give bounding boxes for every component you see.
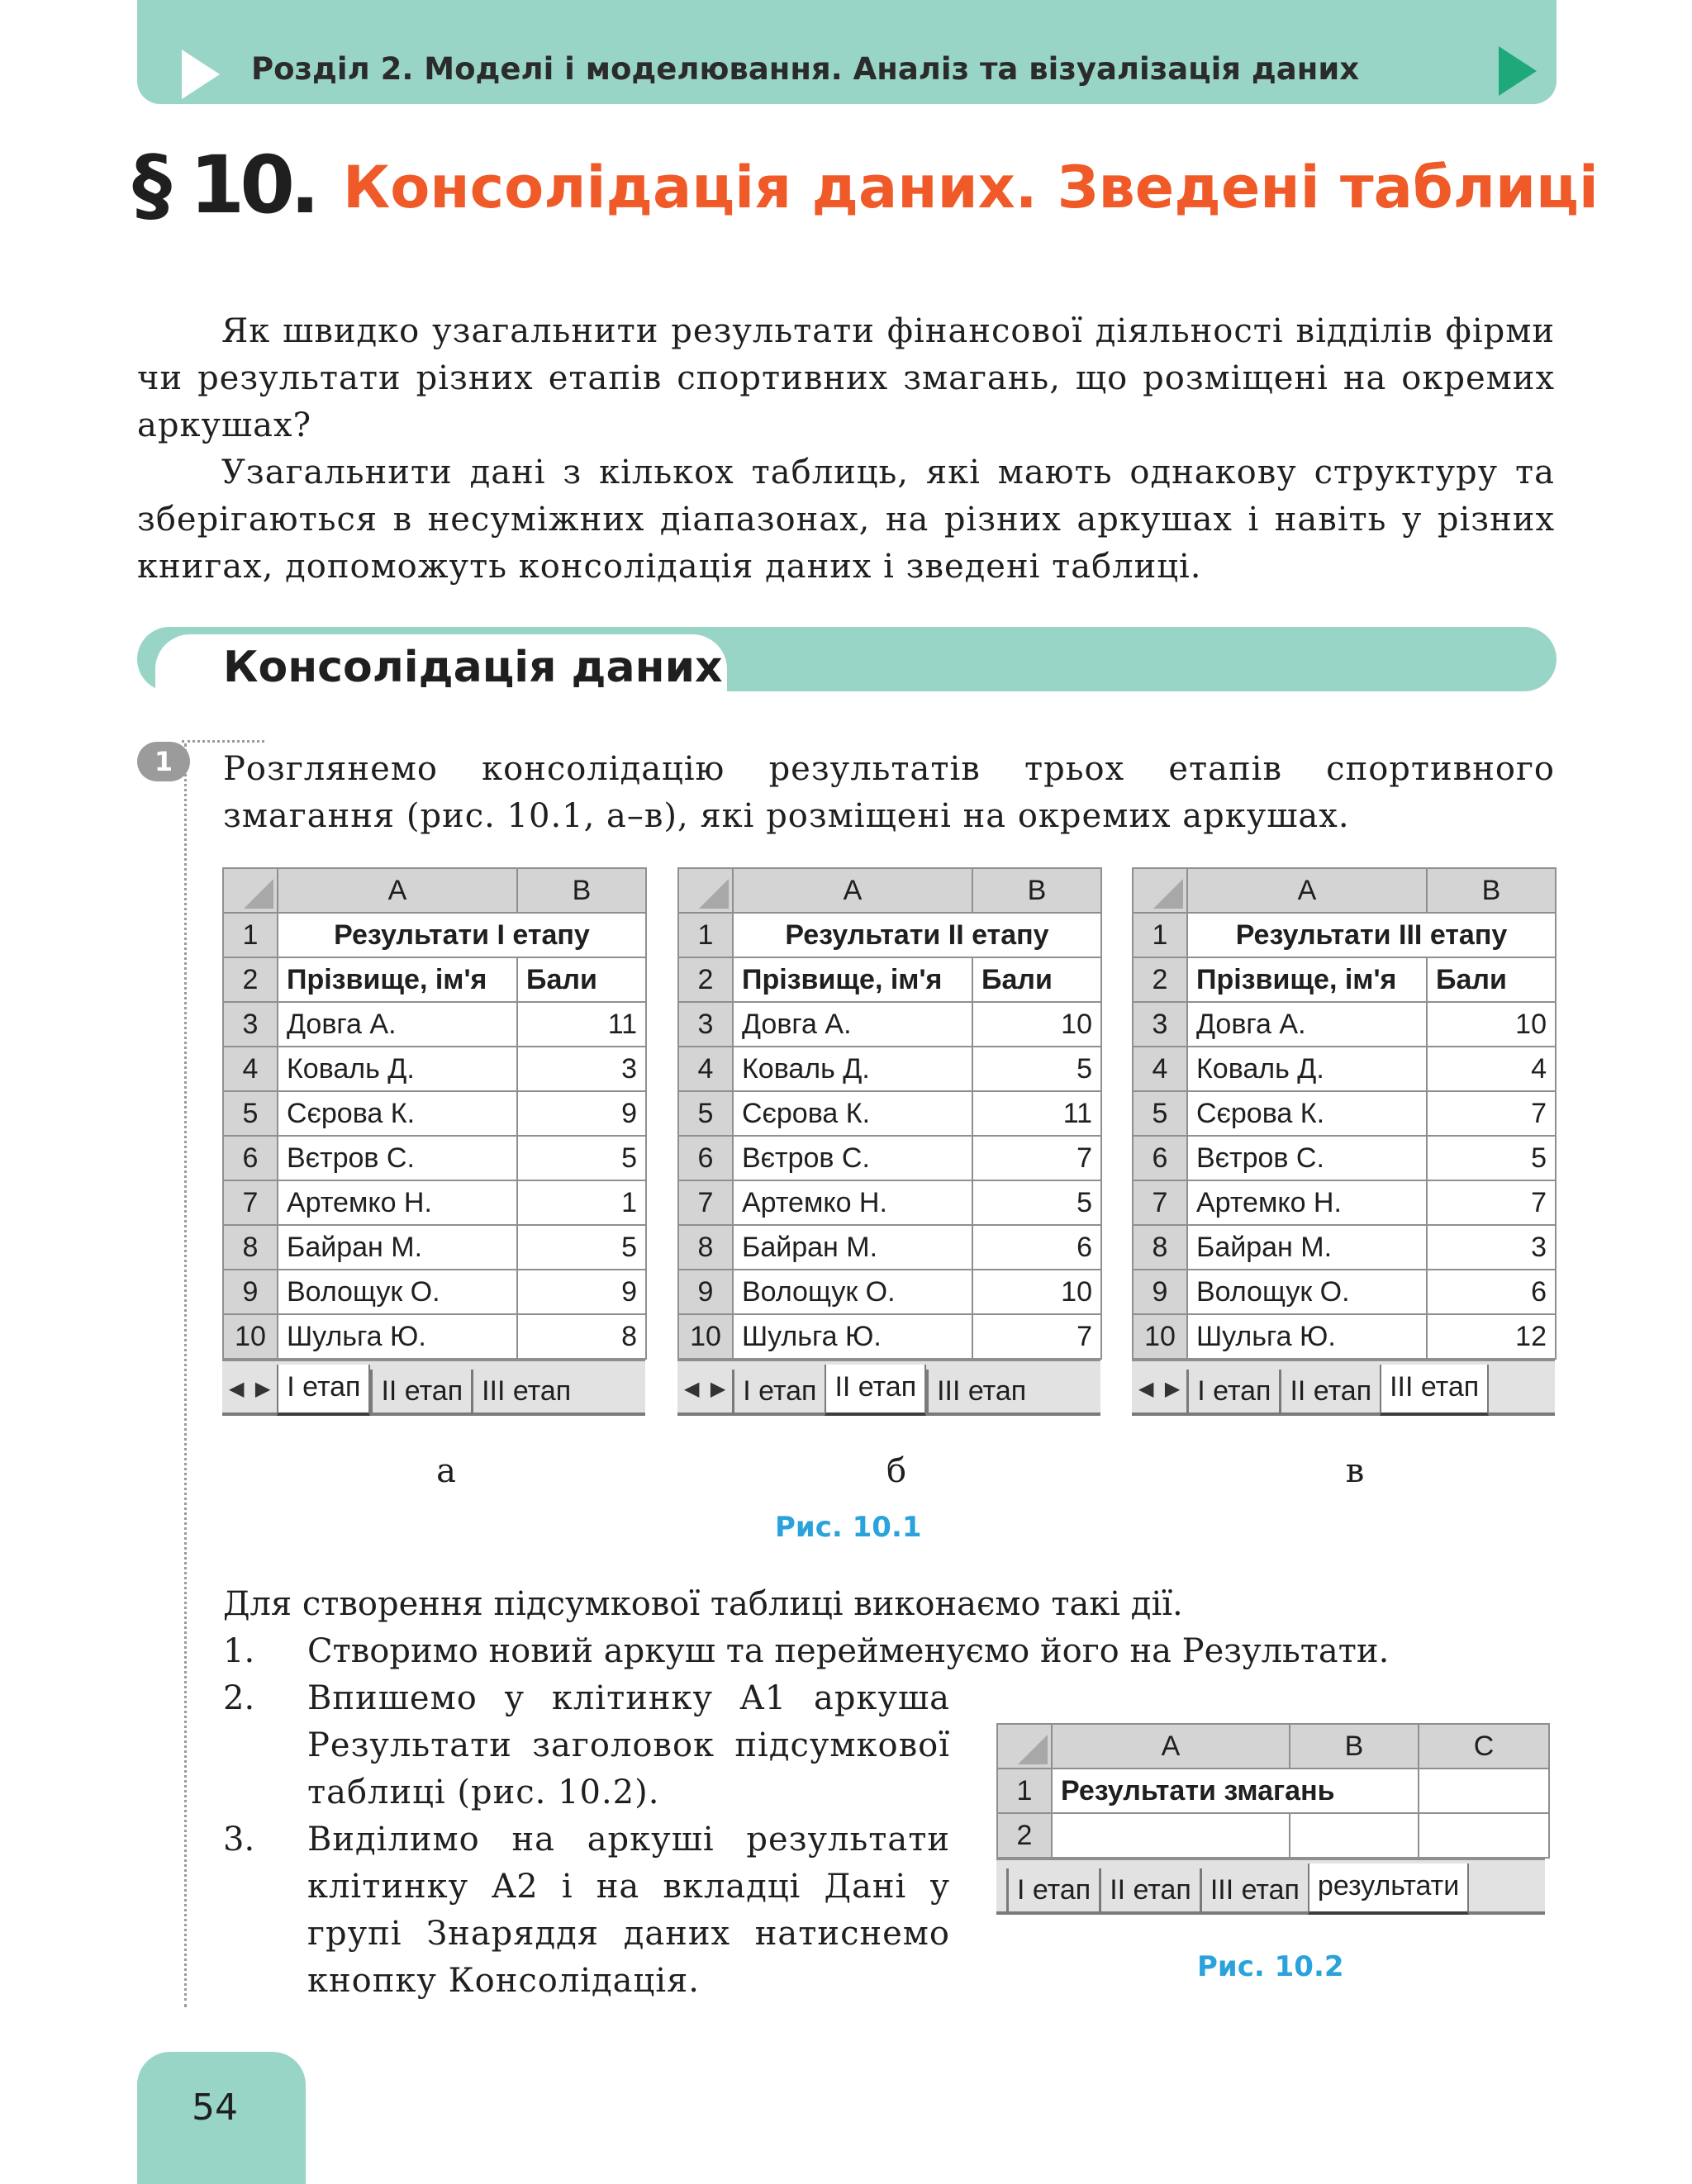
table-row — [678, 1047, 1101, 1091]
row-header[interactable]: 7 — [678, 1180, 733, 1225]
table-row — [1133, 1180, 1556, 1225]
name-cell[interactable]: Сєрова К. — [278, 1091, 517, 1136]
column-header-b[interactable]: B — [517, 868, 646, 913]
figure-label-a: а — [436, 1452, 456, 1490]
score-cell[interactable]: 7 — [972, 1314, 1101, 1359]
row-header[interactable]: 1 — [1133, 913, 1187, 957]
score-cell[interactable]: 5 — [972, 1180, 1101, 1225]
score-cell[interactable]: 12 — [1427, 1314, 1556, 1359]
name-cell[interactable]: Байран М. — [278, 1225, 517, 1270]
column-header-b[interactable]: B — [972, 868, 1101, 913]
table-row — [223, 1091, 646, 1136]
row-header[interactable]: 1 — [223, 913, 278, 957]
header-name-cell[interactable]: Прізвище, ім'я — [278, 957, 517, 1002]
scroll-left-icon[interactable]: ◀ — [1138, 1377, 1154, 1400]
sheet-tab-stage-3[interactable]: III етап — [1200, 1868, 1308, 1911]
steps-intro: Для створення підсумкової таблиці виконаємо такі дії. — [223, 1585, 1183, 1623]
sheet-tab-stage-2[interactable]: II етап — [1099, 1868, 1200, 1911]
row-header[interactable]: 4 — [678, 1047, 733, 1091]
row-header[interactable]: 10 — [223, 1314, 278, 1359]
dotted-divider — [182, 740, 264, 743]
sheet-tab-stage-2[interactable]: II етап — [825, 1365, 926, 1416]
stage-sheet — [1132, 867, 1555, 1416]
step-number: 1. — [223, 1632, 255, 1670]
cell-a2[interactable] — [1052, 1813, 1290, 1858]
name-cell[interactable]: Сєрова К. — [733, 1091, 972, 1136]
table-row — [223, 1136, 646, 1180]
table-row — [1133, 1047, 1556, 1091]
name-cell[interactable]: Довга А. — [1187, 1002, 1427, 1047]
select-all-corner[interactable] — [997, 1724, 1052, 1769]
tab-scroll-nav — [222, 1365, 277, 1412]
stage-sheet — [222, 867, 645, 1416]
figure-caption: Рис. 10.1 — [775, 1511, 922, 1544]
row-header[interactable]: 7 — [1133, 1180, 1187, 1225]
name-cell[interactable]: Шульга Ю. — [733, 1314, 972, 1359]
column-header-b[interactable]: B — [1427, 868, 1556, 913]
row-header[interactable]: 9 — [1133, 1270, 1187, 1314]
section-number: § 10. — [132, 139, 316, 231]
row-header[interactable]: 5 — [1133, 1091, 1187, 1136]
header-name-cell[interactable]: Прізвище, ім'я — [733, 957, 972, 1002]
step-2-text: Впишемо у клітинку A1 аркуша Результати заголовок підсумкової таблиці (рис. 10.2). — [307, 1679, 950, 1811]
select-all-corner[interactable] — [678, 868, 733, 913]
row-header[interactable]: 5 — [223, 1091, 278, 1136]
row-header[interactable]: 5 — [678, 1091, 733, 1136]
table-row — [1133, 1225, 1556, 1270]
play-arrow-icon — [182, 50, 220, 99]
row-header[interactable]: 3 — [678, 1002, 733, 1047]
name-cell[interactable]: Байран М. — [733, 1225, 972, 1270]
table-row — [678, 1225, 1101, 1270]
column-header-a[interactable]: A — [1187, 868, 1427, 913]
header-score-cell[interactable]: Бали — [972, 957, 1101, 1002]
select-all-corner[interactable] — [223, 868, 278, 913]
row-header[interactable]: 6 — [678, 1136, 733, 1180]
row-header[interactable]: 10 — [1133, 1314, 1187, 1359]
name-cell[interactable]: Артемко Н. — [1187, 1180, 1427, 1225]
results-sheet — [996, 1723, 1548, 1915]
table-row — [678, 1180, 1101, 1225]
scroll-left-icon[interactable]: ◀ — [229, 1377, 245, 1400]
sheet-tab-results[interactable]: результати — [1308, 1864, 1469, 1915]
step-number: 2. — [223, 1679, 255, 1717]
column-header-c[interactable]: C — [1419, 1724, 1549, 1769]
play-arrow-icon — [1499, 46, 1537, 96]
table-row — [223, 1225, 646, 1270]
sheet-tab-stage-2[interactable]: II етап — [1279, 1370, 1380, 1412]
sheet-tab-stage-3[interactable]: III етап — [471, 1370, 579, 1412]
row-header[interactable]: 8 — [678, 1225, 733, 1270]
subsection-title: Консолідація даних — [223, 643, 723, 692]
name-cell[interactable]: Сєрова К. — [1187, 1091, 1427, 1136]
score-cell[interactable]: 10 — [972, 1002, 1101, 1047]
sheet-tab-stage-3[interactable]: III етап — [926, 1370, 1034, 1412]
score-cell[interactable]: 10 — [972, 1270, 1101, 1314]
name-cell[interactable]: Коваль Д. — [1187, 1047, 1427, 1091]
table-row — [223, 1047, 646, 1091]
row-header[interactable]: 7 — [223, 1180, 278, 1225]
name-cell[interactable]: Довга А. — [733, 1002, 972, 1047]
table-row — [678, 1136, 1101, 1180]
row-header[interactable]: 9 — [678, 1270, 733, 1314]
intro-paragraph-2: Узагальнити дані з кількох таблиць, які мають однакову структуру та зберігаються в несуміжних діапазонах, на різних аркушах і навіть у різних книгах, допоможуть консолідація даних і зведені таблиці. — [137, 453, 1555, 586]
name-cell[interactable]: Вєтров С. — [733, 1136, 972, 1180]
page-number: 54 — [192, 2087, 238, 2129]
row-header[interactable]: 2 — [223, 957, 278, 1002]
row-header[interactable]: 6 — [1133, 1136, 1187, 1180]
table-row — [1133, 1270, 1556, 1314]
scroll-left-icon[interactable]: ◀ — [684, 1377, 700, 1400]
score-cell[interactable]: 7 — [1427, 1180, 1556, 1225]
sheet-tab-stage-2[interactable]: II етап — [370, 1370, 471, 1412]
name-cell[interactable]: Шульга Ю. — [1187, 1314, 1427, 1359]
row-header[interactable]: 2 — [997, 1813, 1052, 1858]
name-cell[interactable]: Довга А. — [278, 1002, 517, 1047]
name-cell[interactable]: Шульга Ю. — [278, 1314, 517, 1359]
sheet-tabs — [222, 1360, 645, 1416]
sheet-tab-stage-1[interactable]: I етап — [732, 1370, 825, 1412]
row-header[interactable]: 4 — [1133, 1047, 1187, 1091]
table-row — [678, 1002, 1101, 1047]
step1-text: Розглянемо консолідацію результатів трьох етапів спортивного змагання (рис. 10.1, а–в), які розміщені на окремих аркушах. — [223, 750, 1555, 835]
name-cell[interactable]: Байран М. — [1187, 1225, 1427, 1270]
table-row — [678, 1270, 1101, 1314]
dotted-margin-line — [184, 743, 187, 2007]
score-cell[interactable]: 10 — [1427, 1002, 1556, 1047]
figure-label-b: б — [886, 1452, 907, 1490]
score-cell[interactable]: 5 — [517, 1136, 646, 1180]
score-cell[interactable]: 5 — [1427, 1136, 1556, 1180]
cell-c1[interactable] — [1419, 1769, 1549, 1813]
score-cell[interactable]: 11 — [517, 1002, 646, 1047]
score-cell[interactable]: 5 — [972, 1047, 1101, 1091]
name-cell[interactable]: Коваль Д. — [278, 1047, 517, 1091]
table-row — [223, 1270, 646, 1314]
chapter-header-text: Розділ 2. Моделі і моделювання. Аналіз та візуалізація даних — [251, 51, 1360, 87]
column-header-a[interactable]: A — [733, 868, 972, 913]
sheet-tab-stage-3[interactable]: III етап — [1380, 1365, 1489, 1416]
header-name-cell[interactable]: Прізвище, ім'я — [1187, 957, 1427, 1002]
row-header[interactable]: 4 — [223, 1047, 278, 1091]
score-cell[interactable]: 9 — [517, 1270, 646, 1314]
scroll-right-icon[interactable]: ▶ — [710, 1377, 726, 1400]
row-header[interactable]: 1 — [997, 1769, 1052, 1813]
row-header[interactable]: 1 — [678, 913, 733, 957]
step-badge: 1 — [137, 742, 190, 781]
figure-label-c: в — [1345, 1452, 1365, 1490]
step-number: 3. — [223, 1821, 255, 1859]
row-header[interactable]: 8 — [223, 1225, 278, 1270]
step-3-text: Виділимо на аркуші результати клітинку A2 і на вкладці Дані у групі Знаряддя даних натиснемо кнопку Консолідація. — [307, 1821, 950, 2000]
name-cell[interactable]: Вєтров С. — [278, 1136, 517, 1180]
score-cell[interactable]: 6 — [1427, 1270, 1556, 1314]
sheet-tab-stage-1[interactable]: I етап — [1006, 1868, 1099, 1911]
score-cell[interactable]: 5 — [517, 1225, 646, 1270]
name-cell[interactable]: Коваль Д. — [733, 1047, 972, 1091]
sheet-title-cell[interactable]: Результати III етапу — [1187, 913, 1556, 957]
score-cell[interactable]: 3 — [517, 1047, 646, 1091]
scroll-right-icon[interactable]: ▶ — [1164, 1377, 1181, 1400]
score-cell[interactable]: 7 — [1427, 1091, 1556, 1136]
name-cell[interactable]: Артемко Н. — [733, 1180, 972, 1225]
sheet-title-cell[interactable]: Результати II етапу — [733, 913, 1101, 957]
table-row — [223, 1180, 646, 1225]
name-cell[interactable]: Волощук О. — [1187, 1270, 1427, 1314]
sheet-title-cell[interactable]: Результати I етапу — [278, 913, 646, 957]
header-score-cell[interactable]: Бали — [517, 957, 646, 1002]
step-1-text: Створимо новий аркуш та перейменуємо його на Результати. — [307, 1632, 1390, 1670]
header-score-cell[interactable]: Бали — [1427, 957, 1556, 1002]
sheet-tab-stage-1[interactable]: I етап — [1186, 1370, 1279, 1412]
sheet-tabs — [677, 1360, 1100, 1416]
table-row — [1133, 1002, 1556, 1047]
column-header-b[interactable]: B — [1290, 1724, 1419, 1769]
cell-a1[interactable]: Результати змагань — [1052, 1769, 1419, 1813]
scroll-right-icon[interactable]: ▶ — [254, 1377, 271, 1400]
table-row — [223, 1002, 646, 1047]
tab-scroll-nav — [1132, 1365, 1186, 1412]
column-header-a[interactable]: A — [1052, 1724, 1290, 1769]
sheet-tabs — [996, 1859, 1545, 1915]
select-all-corner[interactable] — [1133, 868, 1187, 913]
name-cell[interactable]: Артемко Н. — [278, 1180, 517, 1225]
stage-sheet — [677, 867, 1100, 1416]
score-cell[interactable]: 7 — [972, 1136, 1101, 1180]
row-header[interactable]: 3 — [223, 1002, 278, 1047]
table-row — [678, 1091, 1101, 1136]
table-row — [223, 1314, 646, 1359]
cell-b2[interactable] — [1290, 1813, 1419, 1858]
figure-caption: Рис. 10.2 — [1197, 1950, 1344, 1983]
row-header[interactable]: 3 — [1133, 1002, 1187, 1047]
score-cell[interactable]: 6 — [972, 1225, 1101, 1270]
row-header[interactable]: 10 — [678, 1314, 733, 1359]
score-cell[interactable]: 11 — [972, 1091, 1101, 1136]
table-row — [1133, 1314, 1556, 1359]
sheet-tabs — [1132, 1360, 1555, 1416]
sheet-tab-stage-1[interactable]: I етап — [277, 1365, 370, 1416]
table-row — [1133, 1091, 1556, 1136]
row-header[interactable]: 2 — [678, 957, 733, 1002]
intro-paragraph-1: Як швидко узагальнити результати фінансової діяльності відділів фірми чи результати різних етапів спортивних змагань, що розміщені на окремих аркушах? — [137, 312, 1555, 444]
score-cell[interactable]: 8 — [517, 1314, 646, 1359]
cell-c2[interactable] — [1419, 1813, 1549, 1858]
table-row — [678, 1314, 1101, 1359]
score-cell[interactable]: 1 — [517, 1180, 646, 1225]
name-cell[interactable]: Волощук О. — [733, 1270, 972, 1314]
row-header[interactable]: 8 — [1133, 1225, 1187, 1270]
score-cell[interactable]: 3 — [1427, 1225, 1556, 1270]
row-header[interactable]: 2 — [1133, 957, 1187, 1002]
table-row — [1133, 1136, 1556, 1180]
column-header-a[interactable]: A — [278, 868, 517, 913]
section-title: Консолідація даних. Зведені таблиці — [343, 154, 1599, 221]
score-cell[interactable]: 4 — [1427, 1047, 1556, 1091]
row-header[interactable]: 9 — [223, 1270, 278, 1314]
tab-scroll-nav — [677, 1365, 732, 1412]
name-cell[interactable]: Волощук О. — [278, 1270, 517, 1314]
name-cell[interactable]: Вєтров С. — [1187, 1136, 1427, 1180]
score-cell[interactable]: 9 — [517, 1091, 646, 1136]
row-header[interactable]: 6 — [223, 1136, 278, 1180]
